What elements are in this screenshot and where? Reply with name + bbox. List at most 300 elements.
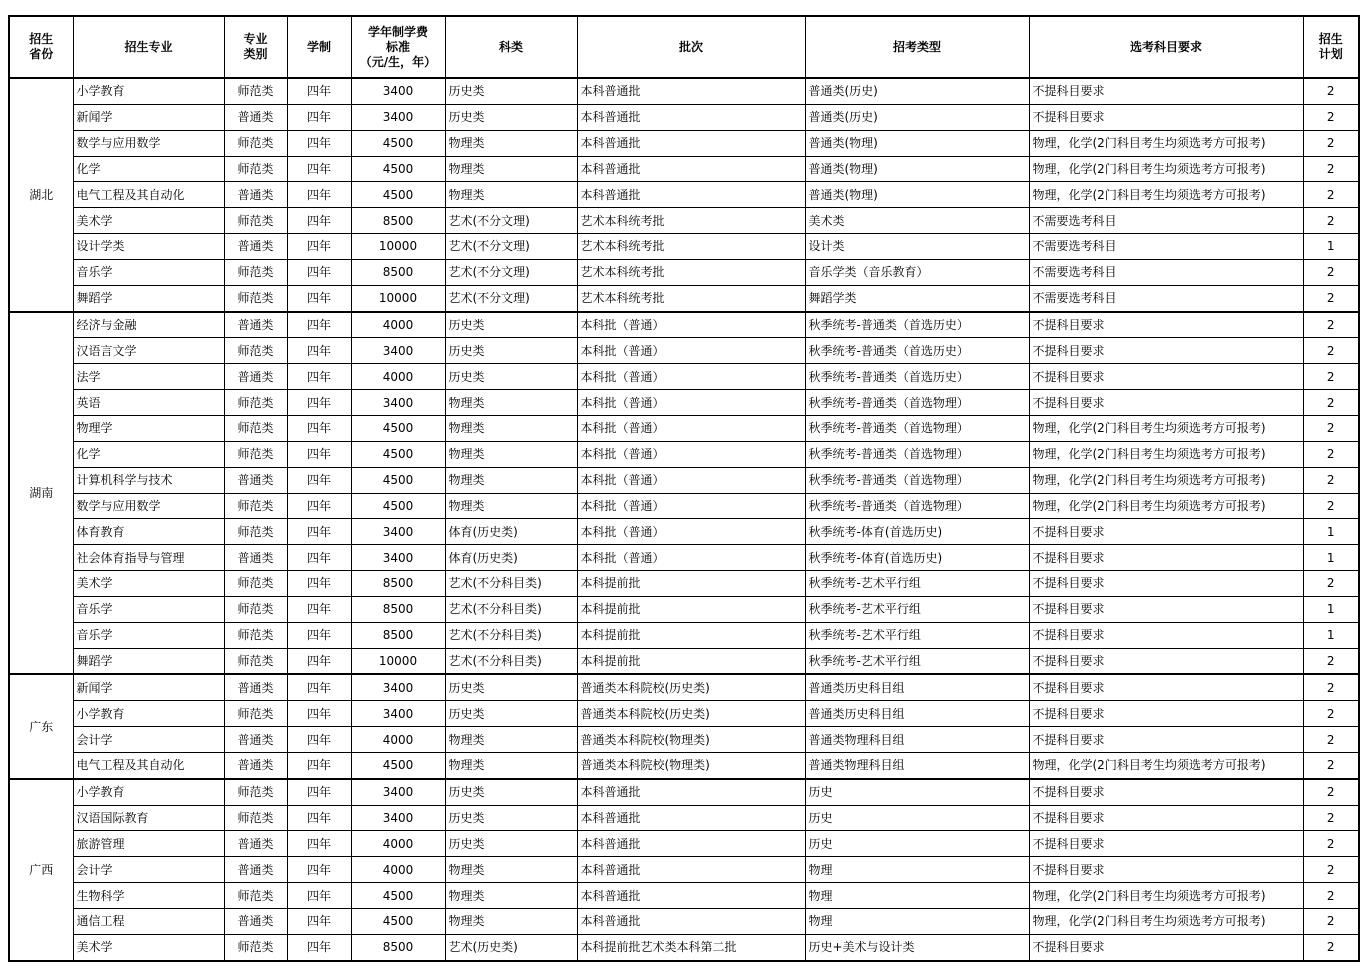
duration-cell: 四年 bbox=[287, 596, 351, 622]
exam-type-cell: 普通类(物理) bbox=[805, 130, 1029, 156]
duration-cell: 四年 bbox=[287, 622, 351, 648]
batch-cell: 本科普通批 bbox=[577, 883, 805, 909]
major-type-cell: 师范类 bbox=[224, 805, 287, 831]
batch-cell: 艺术本科统考批 bbox=[577, 259, 805, 285]
tuition-cell: 3400 bbox=[351, 779, 445, 805]
table-row bbox=[9, 934, 1359, 960]
tuition-cell: 8500 bbox=[351, 571, 445, 597]
quota-cell: 2 bbox=[1303, 364, 1359, 390]
table-row bbox=[9, 104, 1359, 130]
quota-cell: 2 bbox=[1303, 182, 1359, 208]
batch-cell: 普通类本科院校(历史类) bbox=[577, 674, 805, 700]
subject-requirement-cell: 物理，化学(2门科目考生均须选考方可报考) bbox=[1029, 415, 1303, 441]
major-type-cell: 师范类 bbox=[224, 156, 287, 182]
subject-requirement-cell: 物理，化学(2门科目考生均须选考方可报考) bbox=[1029, 130, 1303, 156]
duration-cell: 四年 bbox=[287, 312, 351, 338]
subject-requirement-cell: 物理，化学(2门科目考生均须选考方可报考) bbox=[1029, 883, 1303, 909]
batch-cell: 本科提前批艺术类本科第二批 bbox=[577, 934, 805, 960]
batch-cell: 本科批（普通） bbox=[577, 493, 805, 519]
subject-track-cell: 物理类 bbox=[445, 493, 577, 519]
quota-cell: 2 bbox=[1303, 312, 1359, 338]
subject-track-cell: 艺术(不分文理) bbox=[445, 208, 577, 234]
province-cell: 湖南 bbox=[9, 312, 73, 675]
exam-type-cell: 秋季统考-艺术平行组 bbox=[805, 571, 1029, 597]
tuition-cell: 4500 bbox=[351, 415, 445, 441]
quota-cell: 2 bbox=[1303, 467, 1359, 493]
duration-cell: 四年 bbox=[287, 441, 351, 467]
duration-cell: 四年 bbox=[287, 519, 351, 545]
tuition-cell: 4000 bbox=[351, 312, 445, 338]
table-row bbox=[9, 390, 1359, 416]
major-type-cell: 师范类 bbox=[224, 596, 287, 622]
major-cell: 法学 bbox=[73, 364, 224, 390]
header-row bbox=[9, 16, 1359, 78]
exam-type-cell: 物理 bbox=[805, 909, 1029, 935]
table-row bbox=[9, 805, 1359, 831]
major-cell: 数学与应用数学 bbox=[73, 493, 224, 519]
subject-track-cell: 物理类 bbox=[445, 467, 577, 493]
major-type-cell: 师范类 bbox=[224, 415, 287, 441]
subject-track-cell: 历史类 bbox=[445, 779, 577, 805]
batch-cell: 本科普通批 bbox=[577, 779, 805, 805]
subject-track-cell: 物理类 bbox=[445, 390, 577, 416]
major-type-cell: 普通类 bbox=[224, 364, 287, 390]
table-row bbox=[9, 415, 1359, 441]
subject-requirement-cell: 物理，化学(2门科目考生均须选考方可报考) bbox=[1029, 467, 1303, 493]
duration-cell: 四年 bbox=[287, 338, 351, 364]
subject-requirement-cell: 不提科目要求 bbox=[1029, 78, 1303, 104]
duration-cell: 四年 bbox=[287, 104, 351, 130]
subject-track-cell: 历史类 bbox=[445, 701, 577, 727]
major-type-cell: 师范类 bbox=[224, 519, 287, 545]
exam-type-cell: 秋季统考-艺术平行组 bbox=[805, 596, 1029, 622]
major-type-cell: 普通类 bbox=[224, 182, 287, 208]
major-cell: 生物科学 bbox=[73, 883, 224, 909]
tuition-cell: 3400 bbox=[351, 674, 445, 700]
subject-requirement-cell: 不提科目要求 bbox=[1029, 312, 1303, 338]
subject-track-cell: 历史类 bbox=[445, 674, 577, 700]
tuition-cell: 4500 bbox=[351, 909, 445, 935]
major-type-cell: 师范类 bbox=[224, 493, 287, 519]
subject-track-cell: 历史类 bbox=[445, 805, 577, 831]
duration-cell: 四年 bbox=[287, 648, 351, 674]
major-cell: 新闻学 bbox=[73, 674, 224, 700]
subject-requirement-cell: 物理，化学(2门科目考生均须选考方可报考) bbox=[1029, 182, 1303, 208]
subject-track-cell: 物理类 bbox=[445, 909, 577, 935]
major-cell: 小学教育 bbox=[73, 779, 224, 805]
table-row bbox=[9, 78, 1359, 104]
major-type-cell: 普通类 bbox=[224, 674, 287, 700]
subject-requirement-cell: 不提科目要求 bbox=[1029, 338, 1303, 364]
exam-type-cell: 秋季统考-普通类（首选历史） bbox=[805, 364, 1029, 390]
major-type-cell: 师范类 bbox=[224, 285, 287, 311]
tuition-cell: 4000 bbox=[351, 727, 445, 753]
major-cell: 音乐学 bbox=[73, 596, 224, 622]
table-row bbox=[9, 338, 1359, 364]
table-row bbox=[9, 648, 1359, 674]
subject-track-cell: 艺术(不分科目类) bbox=[445, 648, 577, 674]
major-cell: 设计学类 bbox=[73, 234, 224, 260]
major-type-cell: 普通类 bbox=[224, 752, 287, 778]
quota-cell: 1 bbox=[1303, 234, 1359, 260]
table-row bbox=[9, 701, 1359, 727]
tuition-cell: 3400 bbox=[351, 78, 445, 104]
batch-cell: 艺术本科统考批 bbox=[577, 234, 805, 260]
tuition-cell: 3400 bbox=[351, 701, 445, 727]
batch-cell: 本科普通批 bbox=[577, 104, 805, 130]
subject-requirement-cell: 不提科目要求 bbox=[1029, 545, 1303, 571]
table-row bbox=[9, 208, 1359, 234]
tuition-cell: 8500 bbox=[351, 259, 445, 285]
subject-requirement-cell: 不提科目要求 bbox=[1029, 934, 1303, 960]
major-type-cell: 师范类 bbox=[224, 338, 287, 364]
exam-type-cell: 普通类历史科目组 bbox=[805, 674, 1029, 700]
tuition-cell: 4000 bbox=[351, 857, 445, 883]
batch-cell: 本科普通批 bbox=[577, 130, 805, 156]
subject-requirement-cell: 不提科目要求 bbox=[1029, 805, 1303, 831]
table-row bbox=[9, 156, 1359, 182]
province-cell: 广东 bbox=[9, 674, 73, 778]
table-row bbox=[9, 779, 1359, 805]
quota-cell: 2 bbox=[1303, 130, 1359, 156]
exam-type-cell: 舞蹈学类 bbox=[805, 285, 1029, 311]
table-row bbox=[9, 545, 1359, 571]
quota-cell: 2 bbox=[1303, 648, 1359, 674]
major-type-cell: 师范类 bbox=[224, 779, 287, 805]
batch-cell: 本科批（普通） bbox=[577, 338, 805, 364]
duration-cell: 四年 bbox=[287, 364, 351, 390]
batch-cell: 本科提前批 bbox=[577, 571, 805, 597]
table-row bbox=[9, 519, 1359, 545]
header-duration: 学制 bbox=[287, 16, 351, 78]
exam-type-cell: 秋季统考-体育(首选历史) bbox=[805, 545, 1029, 571]
duration-cell: 四年 bbox=[287, 752, 351, 778]
quota-cell: 1 bbox=[1303, 545, 1359, 571]
batch-cell: 本科批（普通） bbox=[577, 415, 805, 441]
major-cell: 计算机科学与技术 bbox=[73, 467, 224, 493]
tuition-cell: 4500 bbox=[351, 493, 445, 519]
exam-type-cell: 秋季统考-普通类（首选物理） bbox=[805, 493, 1029, 519]
major-cell: 会计学 bbox=[73, 727, 224, 753]
quota-cell: 2 bbox=[1303, 674, 1359, 700]
major-type-cell: 师范类 bbox=[224, 934, 287, 960]
major-cell: 物理学 bbox=[73, 415, 224, 441]
major-cell: 电气工程及其自动化 bbox=[73, 182, 224, 208]
subject-requirement-cell: 不提科目要求 bbox=[1029, 701, 1303, 727]
subject-requirement-cell: 不提科目要求 bbox=[1029, 648, 1303, 674]
table-row bbox=[9, 364, 1359, 390]
tuition-cell: 3400 bbox=[351, 519, 445, 545]
subject-track-cell: 艺术(不分科目类) bbox=[445, 571, 577, 597]
subject-track-cell: 历史类 bbox=[445, 831, 577, 857]
table-row bbox=[9, 182, 1359, 208]
header-subject-track: 科类 bbox=[445, 16, 577, 78]
batch-cell: 本科提前批 bbox=[577, 622, 805, 648]
exam-type-cell: 普通类历史科目组 bbox=[805, 701, 1029, 727]
duration-cell: 四年 bbox=[287, 571, 351, 597]
major-type-cell: 普通类 bbox=[224, 104, 287, 130]
table-row bbox=[9, 727, 1359, 753]
batch-cell: 本科普通批 bbox=[577, 156, 805, 182]
exam-type-cell: 秋季统考-普通类（首选历史） bbox=[805, 338, 1029, 364]
tuition-cell: 3400 bbox=[351, 805, 445, 831]
duration-cell: 四年 bbox=[287, 156, 351, 182]
header-major: 招生专业 bbox=[73, 16, 224, 78]
duration-cell: 四年 bbox=[287, 805, 351, 831]
batch-cell: 本科批（普通） bbox=[577, 519, 805, 545]
batch-cell: 本科批（普通） bbox=[577, 390, 805, 416]
header-province: 招生 省份 bbox=[9, 16, 73, 78]
exam-type-cell: 普通类(物理) bbox=[805, 182, 1029, 208]
subject-track-cell: 物理类 bbox=[445, 752, 577, 778]
header-batch: 批次 bbox=[577, 16, 805, 78]
table-row bbox=[9, 831, 1359, 857]
major-cell: 通信工程 bbox=[73, 909, 224, 935]
exam-type-cell: 普通类(历史) bbox=[805, 78, 1029, 104]
major-type-cell: 师范类 bbox=[224, 390, 287, 416]
quota-cell: 2 bbox=[1303, 493, 1359, 519]
table-row bbox=[9, 467, 1359, 493]
subject-requirement-cell: 不提科目要求 bbox=[1029, 831, 1303, 857]
table-row bbox=[9, 752, 1359, 778]
major-type-cell: 师范类 bbox=[224, 130, 287, 156]
table-row bbox=[9, 909, 1359, 935]
subject-requirement-cell: 不需要选考科目 bbox=[1029, 285, 1303, 311]
table-row bbox=[9, 130, 1359, 156]
subject-track-cell: 艺术(历史类) bbox=[445, 934, 577, 960]
subject-track-cell: 历史类 bbox=[445, 312, 577, 338]
tuition-cell: 4500 bbox=[351, 130, 445, 156]
major-cell: 音乐学 bbox=[73, 622, 224, 648]
duration-cell: 四年 bbox=[287, 415, 351, 441]
tuition-cell: 10000 bbox=[351, 648, 445, 674]
batch-cell: 本科普通批 bbox=[577, 857, 805, 883]
duration-cell: 四年 bbox=[287, 130, 351, 156]
quota-cell: 1 bbox=[1303, 519, 1359, 545]
tuition-cell: 3400 bbox=[351, 390, 445, 416]
quota-cell: 2 bbox=[1303, 883, 1359, 909]
duration-cell: 四年 bbox=[287, 701, 351, 727]
enrollment-plan-sheet bbox=[8, 15, 1358, 962]
quota-cell: 2 bbox=[1303, 338, 1359, 364]
duration-cell: 四年 bbox=[287, 390, 351, 416]
table-row bbox=[9, 493, 1359, 519]
subject-track-cell: 物理类 bbox=[445, 727, 577, 753]
quota-cell: 2 bbox=[1303, 571, 1359, 597]
major-cell: 会计学 bbox=[73, 857, 224, 883]
major-cell: 小学教育 bbox=[73, 78, 224, 104]
subject-track-cell: 历史类 bbox=[445, 338, 577, 364]
batch-cell: 本科批（普通） bbox=[577, 545, 805, 571]
exam-type-cell: 秋季统考-普通类（首选物理） bbox=[805, 441, 1029, 467]
exam-type-cell: 美术类 bbox=[805, 208, 1029, 234]
quota-cell: 2 bbox=[1303, 104, 1359, 130]
province-cell: 广西 bbox=[9, 779, 73, 961]
table-row bbox=[9, 285, 1359, 311]
subject-track-cell: 艺术(不分科目类) bbox=[445, 622, 577, 648]
subject-requirement-cell: 不提科目要求 bbox=[1029, 727, 1303, 753]
major-cell: 美术学 bbox=[73, 208, 224, 234]
header-tuition: 学年制学费 标准 （元/生，年） bbox=[351, 16, 445, 78]
tuition-cell: 4500 bbox=[351, 156, 445, 182]
duration-cell: 四年 bbox=[287, 545, 351, 571]
quota-cell: 2 bbox=[1303, 909, 1359, 935]
duration-cell: 四年 bbox=[287, 208, 351, 234]
exam-type-cell: 普通类物理科目组 bbox=[805, 727, 1029, 753]
duration-cell: 四年 bbox=[287, 493, 351, 519]
table-row bbox=[9, 674, 1359, 700]
header-subject-requirement: 选考科目要求 bbox=[1029, 16, 1303, 78]
exam-type-cell: 普通类(物理) bbox=[805, 156, 1029, 182]
duration-cell: 四年 bbox=[287, 674, 351, 700]
subject-track-cell: 历史类 bbox=[445, 364, 577, 390]
major-type-cell: 师范类 bbox=[224, 701, 287, 727]
subject-requirement-cell: 不需要选考科目 bbox=[1029, 259, 1303, 285]
table-header bbox=[9, 16, 1359, 78]
tuition-cell: 4500 bbox=[351, 752, 445, 778]
duration-cell: 四年 bbox=[287, 934, 351, 960]
subject-track-cell: 物理类 bbox=[445, 857, 577, 883]
exam-type-cell: 历史 bbox=[805, 805, 1029, 831]
exam-type-cell: 设计类 bbox=[805, 234, 1029, 260]
major-type-cell: 师范类 bbox=[224, 78, 287, 104]
batch-cell: 本科批（普通） bbox=[577, 467, 805, 493]
quota-cell: 2 bbox=[1303, 390, 1359, 416]
tuition-cell: 3400 bbox=[351, 545, 445, 571]
table-row bbox=[9, 441, 1359, 467]
subject-track-cell: 艺术(不分科目类) bbox=[445, 596, 577, 622]
duration-cell: 四年 bbox=[287, 831, 351, 857]
exam-type-cell: 普通类(历史) bbox=[805, 104, 1029, 130]
subject-track-cell: 物理类 bbox=[445, 883, 577, 909]
batch-cell: 本科批（普通） bbox=[577, 312, 805, 338]
header-major-type: 专业 类别 bbox=[224, 16, 287, 78]
major-type-cell: 普通类 bbox=[224, 234, 287, 260]
tuition-cell: 3400 bbox=[351, 338, 445, 364]
quota-cell: 2 bbox=[1303, 156, 1359, 182]
tuition-cell: 4500 bbox=[351, 182, 445, 208]
exam-type-cell: 秋季统考-体育(首选历史) bbox=[805, 519, 1029, 545]
major-type-cell: 普通类 bbox=[224, 312, 287, 338]
major-type-cell: 普通类 bbox=[224, 909, 287, 935]
batch-cell: 普通类本科院校(历史类) bbox=[577, 701, 805, 727]
major-cell: 数学与应用数学 bbox=[73, 130, 224, 156]
quota-cell: 2 bbox=[1303, 441, 1359, 467]
major-type-cell: 师范类 bbox=[224, 208, 287, 234]
subject-requirement-cell: 不提科目要求 bbox=[1029, 674, 1303, 700]
duration-cell: 四年 bbox=[287, 779, 351, 805]
batch-cell: 本科普通批 bbox=[577, 182, 805, 208]
subject-requirement-cell: 不提科目要求 bbox=[1029, 622, 1303, 648]
tuition-cell: 10000 bbox=[351, 234, 445, 260]
batch-cell: 艺术本科统考批 bbox=[577, 285, 805, 311]
table-row bbox=[9, 259, 1359, 285]
header-exam-type: 招考类型 bbox=[805, 16, 1029, 78]
major-cell: 美术学 bbox=[73, 934, 224, 960]
subject-track-cell: 物理类 bbox=[445, 130, 577, 156]
duration-cell: 四年 bbox=[287, 727, 351, 753]
enrollment-plan-table bbox=[8, 15, 1360, 962]
tuition-cell: 3400 bbox=[351, 104, 445, 130]
duration-cell: 四年 bbox=[287, 909, 351, 935]
exam-type-cell: 历史+美术与设计类 bbox=[805, 934, 1029, 960]
exam-type-cell: 物理 bbox=[805, 883, 1029, 909]
table-row bbox=[9, 312, 1359, 338]
exam-type-cell: 秋季统考-艺术平行组 bbox=[805, 648, 1029, 674]
duration-cell: 四年 bbox=[287, 78, 351, 104]
quota-cell: 2 bbox=[1303, 831, 1359, 857]
duration-cell: 四年 bbox=[287, 259, 351, 285]
subject-requirement-cell: 物理，化学(2门科目考生均须选考方可报考) bbox=[1029, 156, 1303, 182]
subject-requirement-cell: 不提科目要求 bbox=[1029, 390, 1303, 416]
batch-cell: 本科普通批 bbox=[577, 805, 805, 831]
duration-cell: 四年 bbox=[287, 285, 351, 311]
major-type-cell: 普通类 bbox=[224, 467, 287, 493]
major-type-cell: 师范类 bbox=[224, 883, 287, 909]
subject-requirement-cell: 不需要选考科目 bbox=[1029, 208, 1303, 234]
subject-track-cell: 艺术(不分文理) bbox=[445, 234, 577, 260]
quota-cell: 2 bbox=[1303, 779, 1359, 805]
quota-cell: 2 bbox=[1303, 727, 1359, 753]
subject-track-cell: 艺术(不分文理) bbox=[445, 285, 577, 311]
quota-cell: 1 bbox=[1303, 622, 1359, 648]
subject-requirement-cell: 不提科目要求 bbox=[1029, 857, 1303, 883]
major-type-cell: 普通类 bbox=[224, 831, 287, 857]
subject-track-cell: 历史类 bbox=[445, 78, 577, 104]
subject-track-cell: 历史类 bbox=[445, 104, 577, 130]
tuition-cell: 4000 bbox=[351, 364, 445, 390]
batch-cell: 普通类本科院校(物理类) bbox=[577, 752, 805, 778]
major-cell: 化学 bbox=[73, 441, 224, 467]
exam-type-cell: 历史 bbox=[805, 831, 1029, 857]
quota-cell: 2 bbox=[1303, 857, 1359, 883]
subject-track-cell: 物理类 bbox=[445, 441, 577, 467]
batch-cell: 本科批（普通） bbox=[577, 441, 805, 467]
duration-cell: 四年 bbox=[287, 234, 351, 260]
major-cell: 新闻学 bbox=[73, 104, 224, 130]
tuition-cell: 4000 bbox=[351, 831, 445, 857]
tuition-cell: 8500 bbox=[351, 934, 445, 960]
major-cell: 舞蹈学 bbox=[73, 285, 224, 311]
major-cell: 汉语言文学 bbox=[73, 338, 224, 364]
subject-track-cell: 体育(历史类) bbox=[445, 519, 577, 545]
subject-track-cell: 艺术(不分文理) bbox=[445, 259, 577, 285]
exam-type-cell: 秋季统考-普通类（首选历史） bbox=[805, 312, 1029, 338]
exam-type-cell: 普通类物理科目组 bbox=[805, 752, 1029, 778]
duration-cell: 四年 bbox=[287, 883, 351, 909]
province-cell: 湖北 bbox=[9, 78, 73, 312]
subject-requirement-cell: 不提科目要求 bbox=[1029, 364, 1303, 390]
table-row bbox=[9, 234, 1359, 260]
subject-requirement-cell: 物理，化学(2门科目考生均须选考方可报考) bbox=[1029, 909, 1303, 935]
batch-cell: 本科普通批 bbox=[577, 909, 805, 935]
major-cell: 小学教育 bbox=[73, 701, 224, 727]
major-cell: 汉语国际教育 bbox=[73, 805, 224, 831]
tuition-cell: 4500 bbox=[351, 883, 445, 909]
quota-cell: 2 bbox=[1303, 208, 1359, 234]
major-type-cell: 师范类 bbox=[224, 571, 287, 597]
major-cell: 电气工程及其自动化 bbox=[73, 752, 224, 778]
major-type-cell: 普通类 bbox=[224, 727, 287, 753]
batch-cell: 普通类本科院校(物理类) bbox=[577, 727, 805, 753]
table-row bbox=[9, 883, 1359, 909]
quota-cell: 2 bbox=[1303, 934, 1359, 960]
subject-requirement-cell: 物理，化学(2门科目考生均须选考方可报考) bbox=[1029, 493, 1303, 519]
duration-cell: 四年 bbox=[287, 857, 351, 883]
table-row bbox=[9, 571, 1359, 597]
subject-requirement-cell: 不提科目要求 bbox=[1029, 571, 1303, 597]
subject-track-cell: 物理类 bbox=[445, 156, 577, 182]
